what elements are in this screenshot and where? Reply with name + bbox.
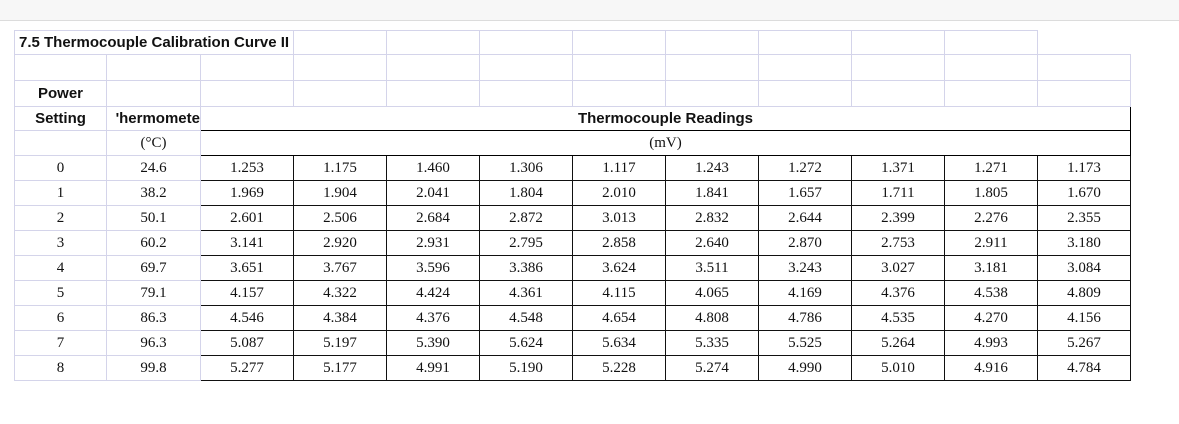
reading-cell[interactable]: 2.644 bbox=[759, 206, 852, 231]
reading-cell[interactable]: 3.027 bbox=[852, 256, 945, 281]
reading-cell[interactable]: 2.399 bbox=[852, 206, 945, 231]
power-setting-cell[interactable]: 0 bbox=[15, 156, 107, 181]
reading-cell[interactable]: 5.277 bbox=[201, 356, 294, 381]
reading-cell[interactable]: 4.424 bbox=[387, 281, 480, 306]
cell[interactable] bbox=[387, 81, 480, 107]
reading-cell[interactable]: 4.654 bbox=[573, 306, 666, 331]
cell[interactable] bbox=[107, 81, 201, 107]
cell[interactable] bbox=[852, 81, 945, 107]
table-row bbox=[15, 256, 1131, 281]
reading-cell[interactable]: 4.990 bbox=[759, 356, 852, 381]
table-row bbox=[15, 331, 1131, 356]
cell[interactable] bbox=[294, 81, 387, 107]
power-label[interactable]: Power bbox=[15, 81, 107, 107]
reading-cell[interactable]: 1.804 bbox=[480, 181, 573, 206]
reading-cell[interactable]: 2.858 bbox=[573, 231, 666, 256]
cell[interactable] bbox=[387, 31, 480, 55]
setting-label[interactable]: Setting bbox=[15, 107, 107, 131]
reading-cell[interactable]: 5.525 bbox=[759, 331, 852, 356]
reading-cell[interactable]: 1.117 bbox=[573, 156, 666, 181]
table-row bbox=[15, 231, 1131, 256]
power-setting-cell[interactable]: 4 bbox=[15, 256, 107, 281]
reading-cell[interactable]: 4.157 bbox=[201, 281, 294, 306]
reading-cell[interactable]: 2.506 bbox=[294, 206, 387, 231]
table-row bbox=[15, 156, 1131, 181]
cell[interactable] bbox=[15, 131, 107, 156]
table-row bbox=[15, 206, 1131, 231]
reading-cell[interactable]: 3.767 bbox=[294, 256, 387, 281]
sheet-title[interactable]: 7.5 Thermocouple Calibration Curve II bbox=[15, 31, 294, 55]
reading-cell[interactable]: 1.805 bbox=[945, 181, 1038, 206]
reading-cell[interactable]: 2.041 bbox=[387, 181, 480, 206]
cell[interactable] bbox=[480, 31, 573, 55]
reading-cell[interactable]: 4.376 bbox=[387, 306, 480, 331]
reading-cell[interactable]: 3.180 bbox=[1038, 231, 1131, 256]
reading-cell[interactable]: 1.711 bbox=[852, 181, 945, 206]
reading-cell[interactable]: 1.670 bbox=[1038, 181, 1131, 206]
reading-cell[interactable]: 2.276 bbox=[945, 206, 1038, 231]
reading-cell[interactable]: 3.386 bbox=[480, 256, 573, 281]
cell[interactable] bbox=[107, 55, 201, 81]
thermometer-cell[interactable]: 60.2 bbox=[107, 231, 201, 256]
cell[interactable] bbox=[15, 55, 107, 81]
reading-cell[interactable]: 4.784 bbox=[1038, 356, 1131, 381]
reading-cell[interactable]: 5.390 bbox=[387, 331, 480, 356]
reading-cell[interactable]: 5.267 bbox=[1038, 331, 1131, 356]
cell[interactable] bbox=[201, 81, 294, 107]
reading-cell[interactable]: 4.538 bbox=[945, 281, 1038, 306]
reading-cell[interactable]: 5.197 bbox=[294, 331, 387, 356]
cell[interactable] bbox=[294, 55, 387, 81]
cell[interactable] bbox=[759, 55, 852, 81]
title-row bbox=[15, 31, 1131, 55]
reading-cell[interactable]: 4.809 bbox=[1038, 281, 1131, 306]
reading-cell[interactable]: 2.753 bbox=[852, 231, 945, 256]
reading-cell[interactable]: 1.904 bbox=[294, 181, 387, 206]
setting-header-row bbox=[15, 107, 1131, 131]
reading-cell[interactable]: 4.322 bbox=[294, 281, 387, 306]
cell[interactable] bbox=[666, 55, 759, 81]
reading-cell[interactable]: 1.969 bbox=[201, 181, 294, 206]
cell[interactable] bbox=[945, 55, 1038, 81]
reading-cell[interactable]: 1.371 bbox=[852, 156, 945, 181]
reading-cell[interactable]: 2.911 bbox=[945, 231, 1038, 256]
cell[interactable] bbox=[480, 55, 573, 81]
power-setting-cell[interactable]: 8 bbox=[15, 356, 107, 381]
cell[interactable] bbox=[294, 31, 387, 55]
reading-cell[interactable]: 1.272 bbox=[759, 156, 852, 181]
reading-cell[interactable]: 1.175 bbox=[294, 156, 387, 181]
reading-cell[interactable]: 5.634 bbox=[573, 331, 666, 356]
reading-cell[interactable]: 2.832 bbox=[666, 206, 759, 231]
power-setting-cell[interactable]: 1 bbox=[15, 181, 107, 206]
power-setting-cell[interactable]: 6 bbox=[15, 306, 107, 331]
reading-cell[interactable]: 3.013 bbox=[573, 206, 666, 231]
thermometer-cell[interactable]: 69.7 bbox=[107, 256, 201, 281]
cell[interactable] bbox=[573, 55, 666, 81]
reading-cell[interactable]: 5.624 bbox=[480, 331, 573, 356]
reading-cell[interactable]: 5.228 bbox=[573, 356, 666, 381]
reading-cell[interactable]: 2.010 bbox=[573, 181, 666, 206]
cell[interactable] bbox=[1038, 81, 1131, 107]
reading-cell[interactable]: 5.264 bbox=[852, 331, 945, 356]
thermocouple-readings-label[interactable]: Thermocouple Readings bbox=[201, 107, 1131, 131]
thermometer-cell[interactable]: 79.1 bbox=[107, 281, 201, 306]
power-setting-cell[interactable]: 7 bbox=[15, 331, 107, 356]
reading-cell[interactable]: 4.786 bbox=[759, 306, 852, 331]
thermometer-unit[interactable]: (°C) bbox=[107, 131, 201, 156]
cell[interactable] bbox=[573, 81, 666, 107]
reading-cell[interactable]: 4.270 bbox=[945, 306, 1038, 331]
reading-cell[interactable]: 4.808 bbox=[666, 306, 759, 331]
reading-cell[interactable]: 4.361 bbox=[480, 281, 573, 306]
reading-cell[interactable]: 4.156 bbox=[1038, 306, 1131, 331]
cell[interactable] bbox=[201, 55, 294, 81]
thermometer-cell[interactable]: 38.2 bbox=[107, 181, 201, 206]
reading-cell[interactable]: 1.460 bbox=[387, 156, 480, 181]
units-row bbox=[15, 131, 1131, 156]
empty-row bbox=[15, 55, 1131, 81]
thermometer-cell[interactable]: 96.3 bbox=[107, 331, 201, 356]
cell[interactable] bbox=[573, 31, 666, 55]
reading-cell[interactable]: 3.651 bbox=[201, 256, 294, 281]
thermometer-cell[interactable]: 99.8 bbox=[107, 356, 201, 381]
reading-cell[interactable]: 3.596 bbox=[387, 256, 480, 281]
reading-cell[interactable]: 4.384 bbox=[294, 306, 387, 331]
reading-cell[interactable]: 5.087 bbox=[201, 331, 294, 356]
reading-cell[interactable]: 3.141 bbox=[201, 231, 294, 256]
reading-cell[interactable]: 2.870 bbox=[759, 231, 852, 256]
power-setting-cell[interactable]: 2 bbox=[15, 206, 107, 231]
reading-cell[interactable]: 1.841 bbox=[666, 181, 759, 206]
reading-cell[interactable]: 2.872 bbox=[480, 206, 573, 231]
reading-cell[interactable]: 4.115 bbox=[573, 281, 666, 306]
cell[interactable] bbox=[1038, 55, 1131, 81]
reading-cell[interactable]: 2.601 bbox=[201, 206, 294, 231]
reading-cell[interactable]: 1.253 bbox=[201, 156, 294, 181]
reading-cell[interactable]: 3.181 bbox=[945, 256, 1038, 281]
thermometer-cell[interactable]: 86.3 bbox=[107, 306, 201, 331]
reading-cell[interactable]: 5.274 bbox=[666, 356, 759, 381]
thermocouple-unit[interactable]: (mV) bbox=[201, 131, 1131, 156]
reading-cell[interactable]: 5.190 bbox=[480, 356, 573, 381]
reading-cell[interactable]: 3.243 bbox=[759, 256, 852, 281]
reading-cell[interactable]: 3.624 bbox=[573, 256, 666, 281]
reading-cell[interactable]: 3.511 bbox=[666, 256, 759, 281]
cell[interactable] bbox=[852, 55, 945, 81]
reading-cell[interactable]: 2.931 bbox=[387, 231, 480, 256]
cell[interactable] bbox=[945, 31, 1038, 55]
reading-cell[interactable]: 4.916 bbox=[945, 356, 1038, 381]
cell[interactable] bbox=[759, 31, 852, 55]
table-row bbox=[15, 181, 1131, 206]
reading-cell[interactable]: 2.684 bbox=[387, 206, 480, 231]
reading-cell[interactable]: 2.795 bbox=[480, 231, 573, 256]
table-row bbox=[15, 356, 1131, 381]
reading-cell[interactable]: 3.084 bbox=[1038, 256, 1131, 281]
reading-cell[interactable]: 2.640 bbox=[666, 231, 759, 256]
table-row bbox=[15, 281, 1131, 306]
cell[interactable] bbox=[759, 81, 852, 107]
cell[interactable] bbox=[666, 81, 759, 107]
calibration-table bbox=[14, 30, 1131, 381]
reading-cell[interactable]: 4.169 bbox=[759, 281, 852, 306]
reading-cell[interactable]: 1.306 bbox=[480, 156, 573, 181]
reading-cell[interactable]: 4.548 bbox=[480, 306, 573, 331]
reading-cell[interactable]: 4.065 bbox=[666, 281, 759, 306]
reading-cell[interactable]: 2.920 bbox=[294, 231, 387, 256]
reading-cell[interactable]: 4.535 bbox=[852, 306, 945, 331]
toolbar-strip bbox=[0, 0, 1179, 21]
power-header-row bbox=[15, 81, 1131, 107]
reading-cell[interactable]: 4.376 bbox=[852, 281, 945, 306]
power-setting-cell[interactable]: 3 bbox=[15, 231, 107, 256]
table-row bbox=[15, 306, 1131, 331]
reading-cell[interactable]: 1.243 bbox=[666, 156, 759, 181]
thermometer-label[interactable]: 'hermomete bbox=[107, 107, 201, 131]
cell[interactable] bbox=[480, 81, 573, 107]
reading-cell[interactable]: 5.010 bbox=[852, 356, 945, 381]
reading-cell[interactable]: 5.177 bbox=[294, 356, 387, 381]
reading-cell[interactable]: 2.355 bbox=[1038, 206, 1131, 231]
reading-cell[interactable]: 5.335 bbox=[666, 331, 759, 356]
reading-cell[interactable]: 4.993 bbox=[945, 331, 1038, 356]
thermometer-cell[interactable]: 50.1 bbox=[107, 206, 201, 231]
cell[interactable] bbox=[666, 31, 759, 55]
cell[interactable] bbox=[945, 81, 1038, 107]
reading-cell[interactable]: 4.991 bbox=[387, 356, 480, 381]
reading-cell[interactable]: 1.173 bbox=[1038, 156, 1131, 181]
cell[interactable] bbox=[387, 55, 480, 81]
power-setting-cell[interactable]: 5 bbox=[15, 281, 107, 306]
thermometer-cell[interactable]: 24.6 bbox=[107, 156, 201, 181]
reading-cell[interactable]: 1.657 bbox=[759, 181, 852, 206]
reading-cell[interactable]: 4.546 bbox=[201, 306, 294, 331]
reading-cell[interactable]: 1.271 bbox=[945, 156, 1038, 181]
cell[interactable] bbox=[852, 31, 945, 55]
